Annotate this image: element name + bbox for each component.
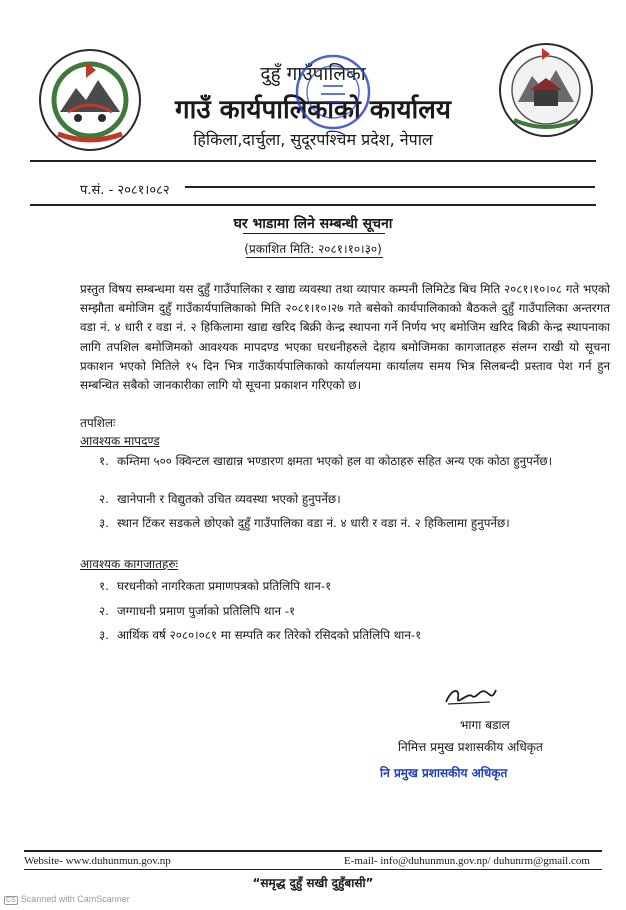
list-number: १. — [99, 579, 109, 593]
header-rule — [30, 160, 596, 162]
footer-rule — [24, 850, 602, 852]
signatory-title: निमित्त प्रमुख प्रशासकीय अधिकृत — [398, 740, 543, 754]
reference-number: प.सं. - २०८१।०८२ — [80, 183, 170, 198]
list-item — [99, 602, 579, 622]
website-text: Website- www.duhunmun.gov.np — [24, 855, 171, 867]
office-address: हिकिला,दार्चुला, सुदूरपश्चिम प्रदेश, नेपाल — [193, 130, 433, 149]
list-item — [99, 452, 579, 492]
scanner-text: Scanned with CamScanner — [20, 894, 130, 904]
list-number: २. — [99, 492, 109, 506]
list-number: २. — [99, 604, 109, 618]
notice-title: घर भाडामा लिने सम्बन्धी सूचना — [233, 216, 393, 232]
handwritten-signature — [442, 682, 498, 710]
list-number: १. — [99, 454, 109, 468]
published-date: (प्रकाशित मिति: २०८१।१०।३०) — [244, 242, 382, 256]
footer-rule-2 — [24, 869, 602, 870]
section-rule — [30, 204, 596, 206]
list-text: खानेपानी र विद्युतको उचित व्यवस्था भएको हुनुपर्नेछ। — [117, 492, 341, 506]
email-text: E-mail- info@duhunmun.gov.np/ duhunrm@gmail.com — [344, 855, 590, 867]
municipality-name: दुहुँ गाउँपालिका — [260, 63, 366, 85]
notice-body: प्रस्तुत विषय सम्बन्धमा यस दुहुँ गाउँपालिका र खाद्य व्यवस्था तथा व्यापार कम्पनी लिमिटेड बिच मिति २०८१।१०।०८ गते भएको सम्झौता बमोजिम दुहुँ गाउँकार्यपालिकाको मिति २०८१।१०।२७ गते बसेको कार्यपालिकाको बैठकले दुहुँ गाउँपालिका अन्तरगत वडा नं. ४ धारी र वडा नं. २ हिकिलामा खाद्य खरिद बिक्री केन्द्र स्थापना गर्ने निर्णय भए बमोजिम खरिद बिक्री केन्द्र स्थापनाका लागि तपशिल बमोजिमको आवश्यक मापदण्ड भएका घरधनीहरुले देहाय बमोजिमका कागजातहरु संलग्न राखी यो सूचना प्रकाशन भएको मितिले १५ दिन भित्र गाउँकार्यपालिकाको कार्यालयमा कार्यालय समय भित्र सिलबन्दी प्रस्ताव पेश गर्न हुन सम्बन्धित सबैको जानकारीका लागि यो सूचना प्रकाशन गरिएको छ। — [80, 282, 610, 393]
list-text: घरधनीको नागरिकता प्रमाणपत्रको प्रतिलिपि थान-१ — [117, 579, 332, 593]
office-name: गाउँ कार्यपालिकाको कार्यालय — [175, 95, 451, 125]
scanner-watermark — [4, 894, 130, 905]
criteria-label: आवश्यक मापदण्ड — [80, 434, 160, 448]
list-text: आर्थिक वर्ष २०८०।०८१ मा सम्पति कर तिरेको रसिदको प्रतिलिपि थान-१ — [117, 628, 422, 642]
list-item — [99, 514, 579, 534]
list-text: कम्तिमा ५०० क्विन्टल खाद्यान्न भण्डारण क्षमता भएको हल वा कोठाहरु सहित अन्य एक कोठा हुनुपर्नेछ। — [117, 454, 553, 468]
title-underline — [243, 233, 385, 234]
list-text: जग्गाधनी प्रमाण पुर्जाको प्रतिलिपि थान -१ — [117, 604, 296, 618]
documents-label: आवश्यक कागजातहरुः — [80, 557, 178, 571]
list-text: स्थान टिंकर सडकले छोएको दुहुँ गाउँपालिका वडा नं. ४ धारी र वडा नं. २ हिकिलामा हुनुपर्नेछ। — [117, 516, 510, 530]
list-number: ३. — [99, 628, 109, 642]
motto: “समृद्ध दुहुँ सखी दुहुँबासी” — [252, 876, 374, 890]
details-label: तपशिलः — [80, 416, 116, 430]
list-item — [99, 577, 579, 597]
refno-rule — [185, 186, 595, 188]
signatory-name: भागा बडाल — [460, 718, 510, 732]
date-underline — [246, 257, 383, 258]
list-number: ३. — [99, 516, 109, 530]
camscanner-icon: CS — [6, 897, 16, 904]
signatory-stamp: नि प्रमुख प्रशासकीय अधिकृत — [380, 766, 508, 780]
list-item — [99, 490, 579, 510]
list-item — [99, 626, 579, 646]
office-stamp — [293, 52, 373, 132]
